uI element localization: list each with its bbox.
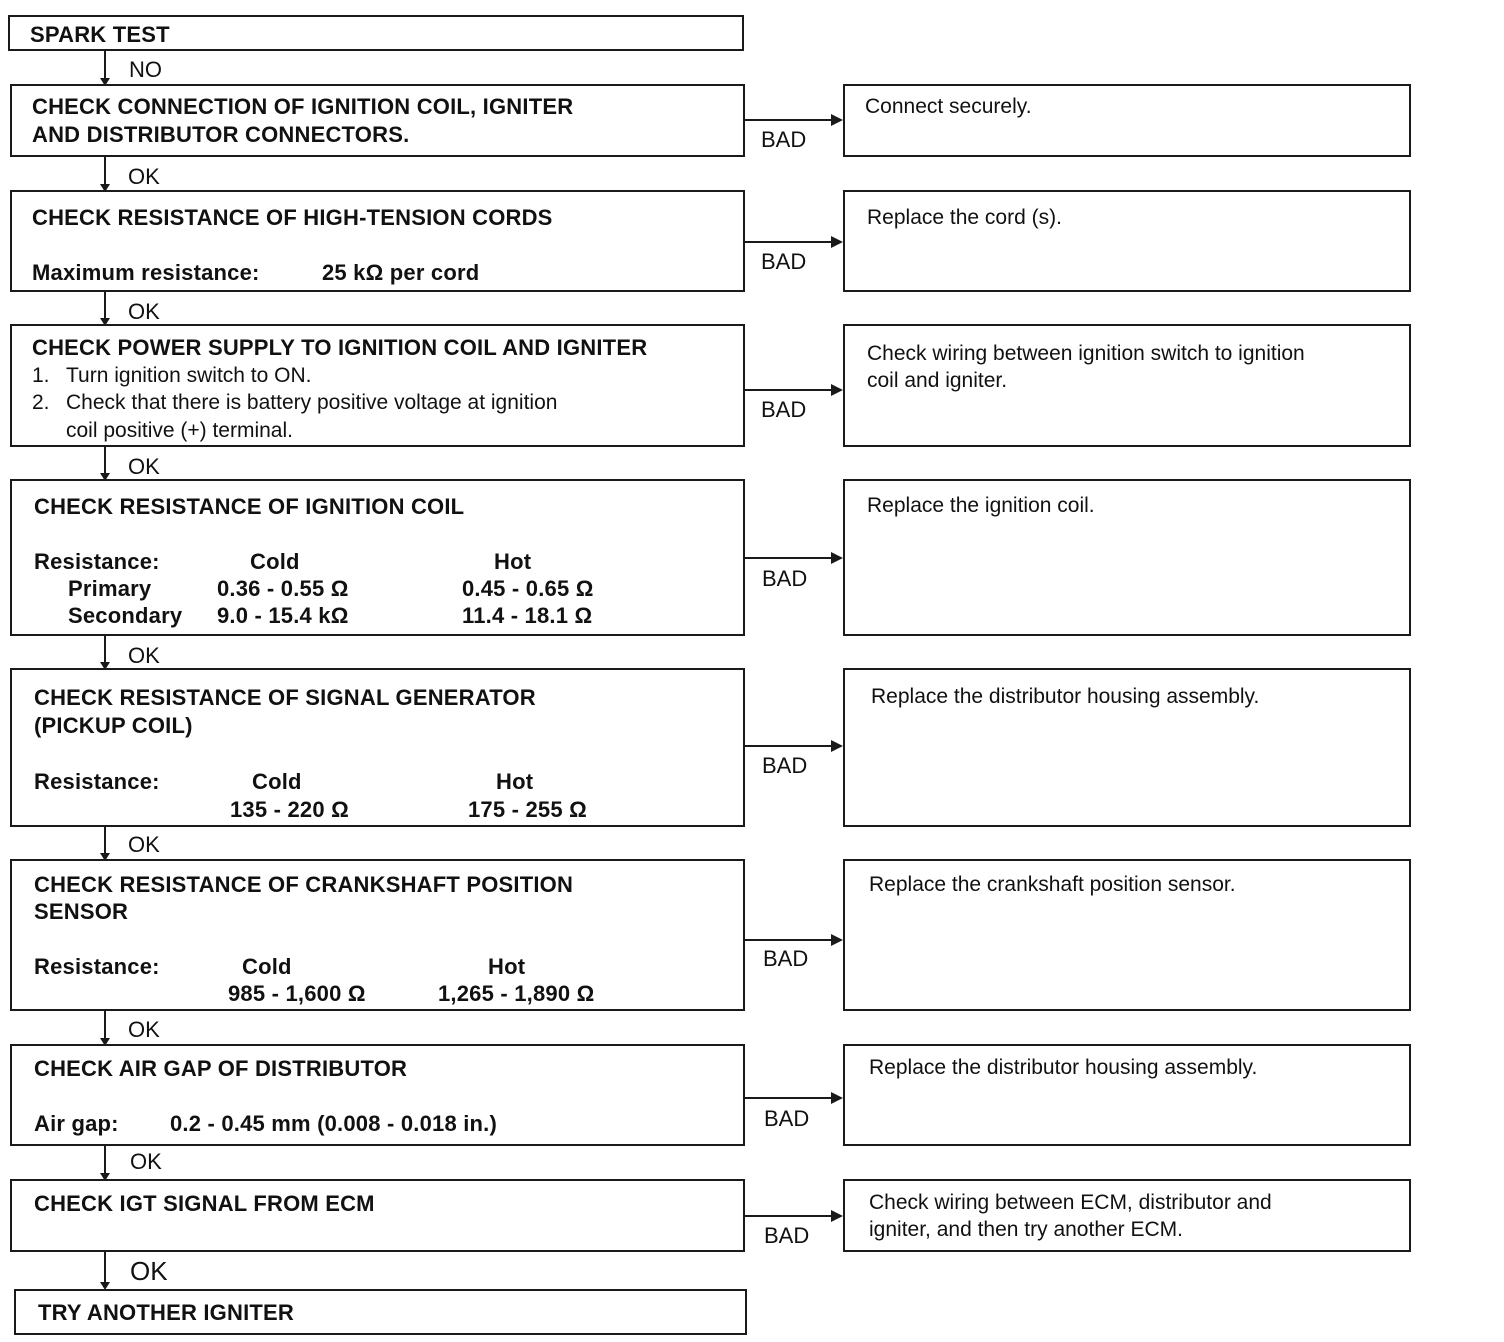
step6-ok-arrow: [104, 1011, 106, 1044]
start-box: [8, 15, 744, 51]
step6-bad-label: BAD: [763, 946, 809, 971]
step5-cold-header: Cold: [252, 769, 302, 794]
step7-ok-label: OK: [130, 1149, 162, 1174]
step5-hot-header: Hot: [496, 769, 534, 794]
step3-action-box: [843, 324, 1411, 447]
step6-title-line1: CHECK RESISTANCE OF CRANKSHAFT POSITION: [34, 872, 574, 897]
step3-inst2-text: Check that there is battery positive voltage at ignition: [66, 391, 558, 414]
step4-action-line1: Replace the ignition coil.: [867, 494, 1095, 517]
step3-action-line2: coil and igniter.: [867, 369, 1008, 392]
step1-box: [10, 84, 745, 157]
step5-resistance-label: Resistance:: [34, 769, 160, 794]
step4-row1-name: Primary: [68, 576, 152, 601]
step6-resistance-label: Resistance:: [34, 954, 160, 979]
step7-spec-label: Air gap:: [34, 1111, 119, 1136]
step4-bad-arrow: [745, 557, 837, 559]
step4-row2-name: Secondary: [68, 603, 183, 628]
step4-row2-hot: 11.4 - 18.1 Ω: [462, 603, 593, 628]
step1-ok-arrow: [104, 157, 106, 190]
step8-action-box: [843, 1179, 1411, 1252]
start-arrow: [104, 51, 106, 84]
step8-ok-label: OK: [130, 1256, 168, 1286]
step3-bad-label: BAD: [761, 397, 807, 422]
step5-bad-arrow: [745, 745, 837, 747]
step7-bad-arrow: [745, 1097, 837, 1099]
step4-box: [10, 479, 745, 636]
step3-title-line1: CHECK POWER SUPPLY TO IGNITION COIL AND IGNITER: [32, 335, 648, 360]
step5-ok-arrow: [104, 827, 106, 859]
step4-cold-header: Cold: [250, 549, 300, 574]
step8-title-line1: CHECK IGT SIGNAL FROM ECM: [34, 1191, 375, 1216]
step4-ok-arrow: [104, 636, 106, 668]
step2-ok-arrow: [104, 292, 106, 324]
step5-box: [10, 668, 745, 827]
step4-ok-label: OK: [128, 643, 160, 668]
step5-title-line2: (PICKUP COIL): [34, 713, 193, 738]
step1-title-line2: AND DISTRIBUTOR CONNECTORS.: [32, 122, 410, 147]
step1-ok-label: OK: [128, 164, 160, 189]
step6-hot-value: 1,265 - 1,890 Ω: [438, 981, 595, 1006]
step2-ok-label: OK: [128, 299, 160, 324]
step2-spec-label: Maximum resistance:: [32, 260, 260, 285]
step1-action-line1: Connect securely.: [865, 95, 1032, 118]
step8-bad-arrow: [745, 1215, 837, 1217]
step6-box: [10, 859, 745, 1011]
step4-resistance-label: Resistance:: [34, 549, 160, 574]
step8-bad-label: BAD: [764, 1223, 810, 1248]
step5-title-line1: CHECK RESISTANCE OF SIGNAL GENERATOR: [34, 685, 536, 710]
step4-title-line1: CHECK RESISTANCE OF IGNITION COIL: [34, 494, 465, 519]
step3-ok-arrow: [104, 447, 106, 479]
step3-ok-label: OK: [128, 454, 160, 479]
step3-inst2-cont: coil positive (+) terminal.: [66, 419, 293, 442]
step3-inst1-num: 1.: [32, 364, 50, 387]
end-box: [14, 1289, 747, 1335]
step3-bad-arrow: [745, 389, 837, 391]
step7-ok-arrow: [104, 1146, 106, 1179]
step7-action-line1: Replace the distributor housing assembly.: [869, 1056, 1258, 1079]
step7-action-box: [843, 1044, 1411, 1146]
step8-ok-arrow: [104, 1252, 106, 1288]
step6-cold-value: 985 - 1,600 Ω: [228, 981, 366, 1006]
step2-box: [10, 190, 745, 292]
step4-row1-cold: 0.36 - 0.55 Ω: [217, 576, 349, 601]
step5-bad-label: BAD: [762, 753, 808, 778]
step7-spec-value: 0.2 - 0.45 mm (0.008 - 0.018 in.): [170, 1111, 497, 1136]
step6-ok-label: OK: [128, 1017, 160, 1042]
start-title: SPARK TEST: [30, 22, 170, 47]
start-branch-label: NO: [129, 57, 162, 82]
step3-action-line1: Check wiring between ignition switch to ignition: [867, 342, 1305, 365]
step7-box: [10, 1044, 745, 1146]
step7-bad-label: BAD: [764, 1106, 810, 1131]
step5-hot-value: 175 - 255 Ω: [468, 797, 587, 822]
step3-inst2-num: 2.: [32, 391, 50, 414]
step8-action-line2: igniter, and then try another ECM.: [869, 1218, 1184, 1241]
step5-cold-value: 135 - 220 Ω: [230, 797, 349, 822]
step8-box: [10, 1179, 745, 1252]
step2-spec-value: 25 kΩ per cord: [322, 260, 480, 285]
step6-cold-header: Cold: [242, 954, 292, 979]
step6-title-line2: SENSOR: [34, 899, 129, 924]
step2-bad-label: BAD: [761, 249, 807, 274]
step2-bad-arrow: [745, 241, 837, 243]
step5-action-line1: Replace the distributor housing assembly.: [871, 685, 1260, 708]
step3-inst1-text: Turn ignition switch to ON.: [66, 364, 312, 387]
step2-title-line1: CHECK RESISTANCE OF HIGH-TENSION CORDS: [32, 205, 553, 230]
step1-bad-label: BAD: [761, 127, 807, 152]
step2-action-box: [843, 190, 1411, 292]
step6-hot-header: Hot: [488, 954, 526, 979]
end-title: TRY ANOTHER IGNITER: [38, 1300, 294, 1325]
step1-title-line1: CHECK CONNECTION OF IGNITION COIL, IGNITER: [32, 94, 574, 119]
step5-ok-label: OK: [128, 832, 160, 857]
step1-bad-arrow: [745, 119, 837, 121]
step4-action-box: [843, 479, 1411, 636]
step4-bad-label: BAD: [762, 566, 808, 591]
step1-action-box: [843, 84, 1411, 157]
step6-action-line1: Replace the crankshaft position sensor.: [869, 873, 1236, 896]
step4-row1-hot: 0.45 - 0.65 Ω: [462, 576, 594, 601]
step8-action-line1: Check wiring between ECM, distributor and: [869, 1191, 1272, 1214]
step3-box: [10, 324, 745, 447]
step5-action-box: [843, 668, 1411, 827]
step2-action-line1: Replace the cord (s).: [867, 206, 1062, 229]
step4-row2-cold: 9.0 - 15.4 kΩ: [217, 603, 349, 628]
step4-hot-header: Hot: [494, 549, 532, 574]
step6-bad-arrow: [745, 939, 837, 941]
step6-action-box: [843, 859, 1411, 1011]
step7-title-line1: CHECK AIR GAP OF DISTRIBUTOR: [34, 1056, 408, 1081]
